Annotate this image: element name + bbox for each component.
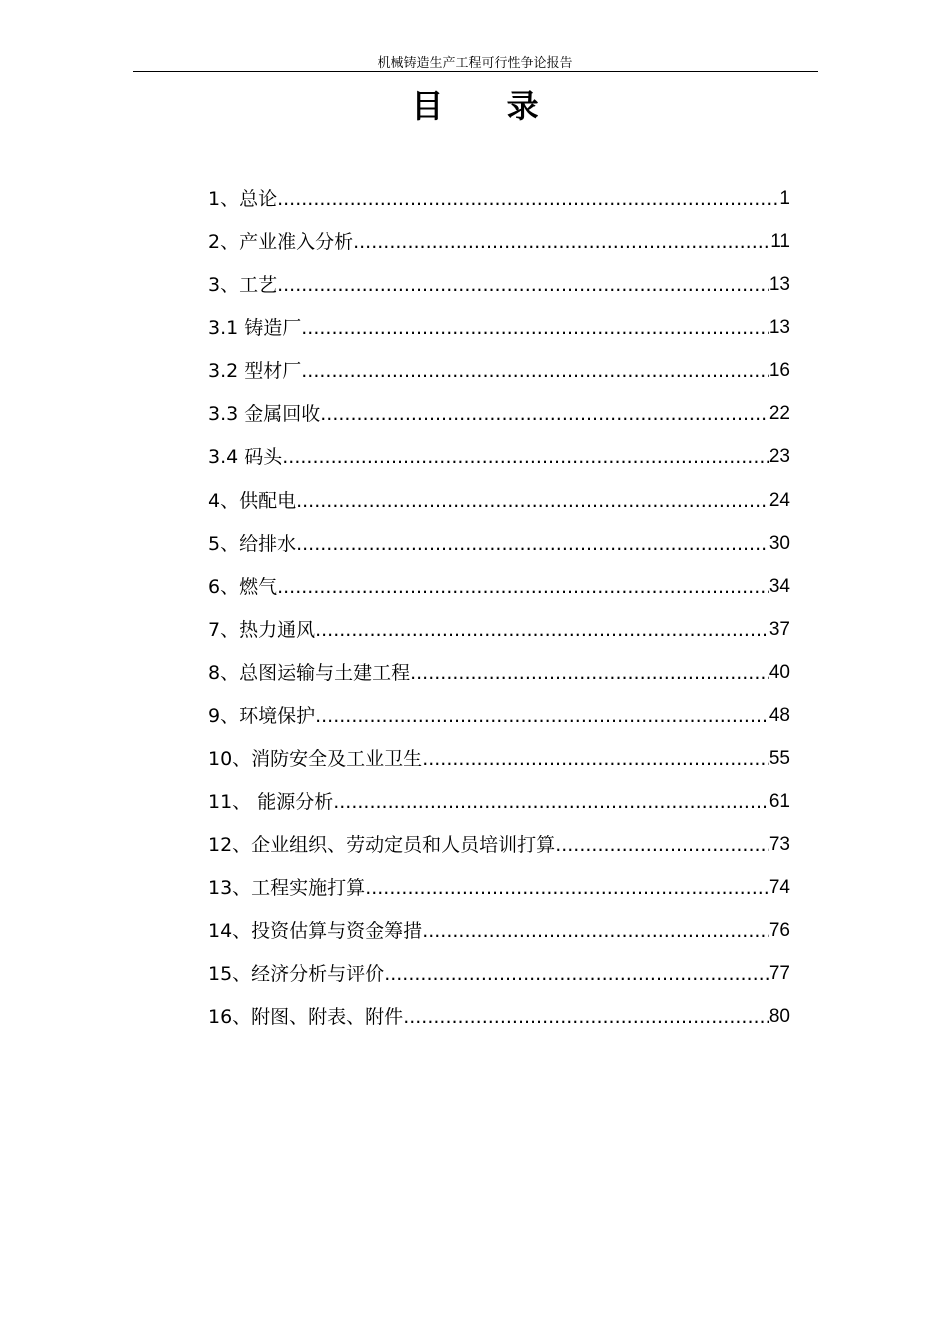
toc-entry[interactable]	[208, 344, 790, 387]
toc-dot-leader	[277, 273, 769, 301]
toc-dot-leader	[277, 575, 769, 603]
toc-entry-page: 61	[768, 790, 790, 812]
toc-entry[interactable]	[208, 689, 790, 732]
toc-dot-leader	[422, 747, 769, 775]
toc-entry-label: 9、环境保护	[208, 704, 316, 727]
toc-entry-page: 11	[770, 231, 790, 253]
toc-entry-label: 3.3 金属回收	[208, 403, 321, 426]
toc-entry[interactable]	[208, 517, 790, 560]
toc-entry[interactable]	[208, 387, 790, 430]
toc-entry-page: 23	[768, 446, 790, 468]
table-of-contents	[208, 172, 790, 1033]
toc-entry-label: 13、工程实施打算	[208, 877, 366, 900]
toc-dot-leader	[296, 489, 769, 517]
toc-entry-page: 30	[768, 532, 790, 554]
toc-entry-page: 22	[768, 403, 790, 425]
toc-dot-leader	[301, 316, 769, 344]
toc-entry-page: 24	[768, 489, 790, 511]
toc-dot-leader	[282, 445, 769, 473]
toc-entry-label: 1、总论	[208, 188, 278, 211]
toc-entry[interactable]	[208, 215, 790, 258]
toc-entry[interactable]	[208, 990, 790, 1033]
toc-dot-leader	[320, 402, 769, 430]
toc-entry[interactable]	[208, 560, 790, 603]
toc-entry-label: 6、燃气	[208, 575, 278, 598]
toc-entry-page: 16	[768, 360, 790, 382]
running-header: 机械铸造生产工程可行性争论报告	[377, 56, 573, 71]
toc-entry[interactable]	[208, 861, 790, 904]
toc-entry-label: 8、总图运输与土建工程	[208, 661, 411, 684]
toc-entry-page: 13	[768, 274, 790, 296]
toc-entry-label: 2、产业准入分析	[208, 231, 354, 254]
toc-entry-label: 5、给排水	[208, 532, 297, 555]
toc-entry-label: 16、附图、附表、附件	[208, 1006, 404, 1029]
toc-entry-label: 7、热力通风	[208, 618, 316, 641]
toc-dot-leader	[315, 618, 769, 646]
toc-dot-leader	[403, 1005, 769, 1033]
toc-entry-page: 37	[768, 618, 790, 640]
toc-dot-leader	[384, 962, 769, 990]
toc-dot-leader	[296, 532, 769, 560]
toc-entry-label: 15、经济分析与评价	[208, 963, 385, 986]
toc-entry[interactable]	[208, 646, 790, 689]
toc-entry-page: 13	[768, 317, 790, 339]
toc-dot-leader	[315, 704, 769, 732]
toc-entry[interactable]	[208, 818, 790, 861]
toc-entry-label: 12、企业组织、劳动定员和人员培训打算	[208, 834, 556, 856]
toc-entry-label: 10、消防安全及工业卫生	[208, 747, 423, 770]
toc-dot-leader	[301, 359, 769, 387]
toc-entry-page: 40	[768, 661, 790, 683]
toc-entry-page: 1	[779, 188, 790, 210]
toc-dot-leader	[277, 187, 779, 215]
toc-entry-page: 74	[768, 877, 790, 899]
toc-entry-label: 4、供配电	[208, 489, 297, 512]
toc-dot-leader	[333, 790, 769, 818]
toc-dot-leader	[365, 876, 769, 904]
toc-entry-page: 34	[768, 575, 790, 597]
toc-entry[interactable]	[208, 473, 790, 516]
toc-entry-label: 3.2 型材厂	[208, 360, 302, 383]
toc-entry-label: 3.1 铸造厂	[208, 317, 302, 340]
toc-entry-page: 73	[768, 834, 790, 855]
toc-entry-page: 77	[768, 963, 790, 985]
toc-entry[interactable]	[208, 301, 790, 344]
toc-entry-page: 76	[768, 920, 790, 942]
toc-entry-label: 3、工艺	[208, 274, 278, 297]
toc-dot-leader	[410, 661, 769, 689]
toc-entry-label: 3.4 码头	[208, 446, 283, 469]
toc-entry-page: 48	[768, 704, 790, 726]
toc-entry-page: 55	[768, 747, 790, 769]
toc-entry[interactable]	[208, 603, 790, 646]
page-title: 目 录	[411, 87, 565, 125]
toc-entry[interactable]	[208, 172, 790, 215]
toc-entry[interactable]	[208, 430, 790, 473]
toc-entry[interactable]	[208, 775, 790, 818]
header-rule	[133, 71, 818, 72]
toc-entry-label: 11、 能源分析	[208, 790, 334, 813]
toc-entry-page: 80	[768, 1006, 790, 1028]
toc-entry[interactable]	[208, 947, 790, 990]
toc-dot-leader	[353, 230, 770, 258]
toc-entry[interactable]	[208, 258, 790, 301]
toc-entry[interactable]	[208, 904, 790, 947]
toc-dot-leader	[422, 919, 769, 947]
toc-dot-leader	[555, 833, 769, 861]
toc-entry-label: 14、投资估算与资金筹措	[208, 920, 423, 943]
toc-entry[interactable]	[208, 732, 790, 775]
